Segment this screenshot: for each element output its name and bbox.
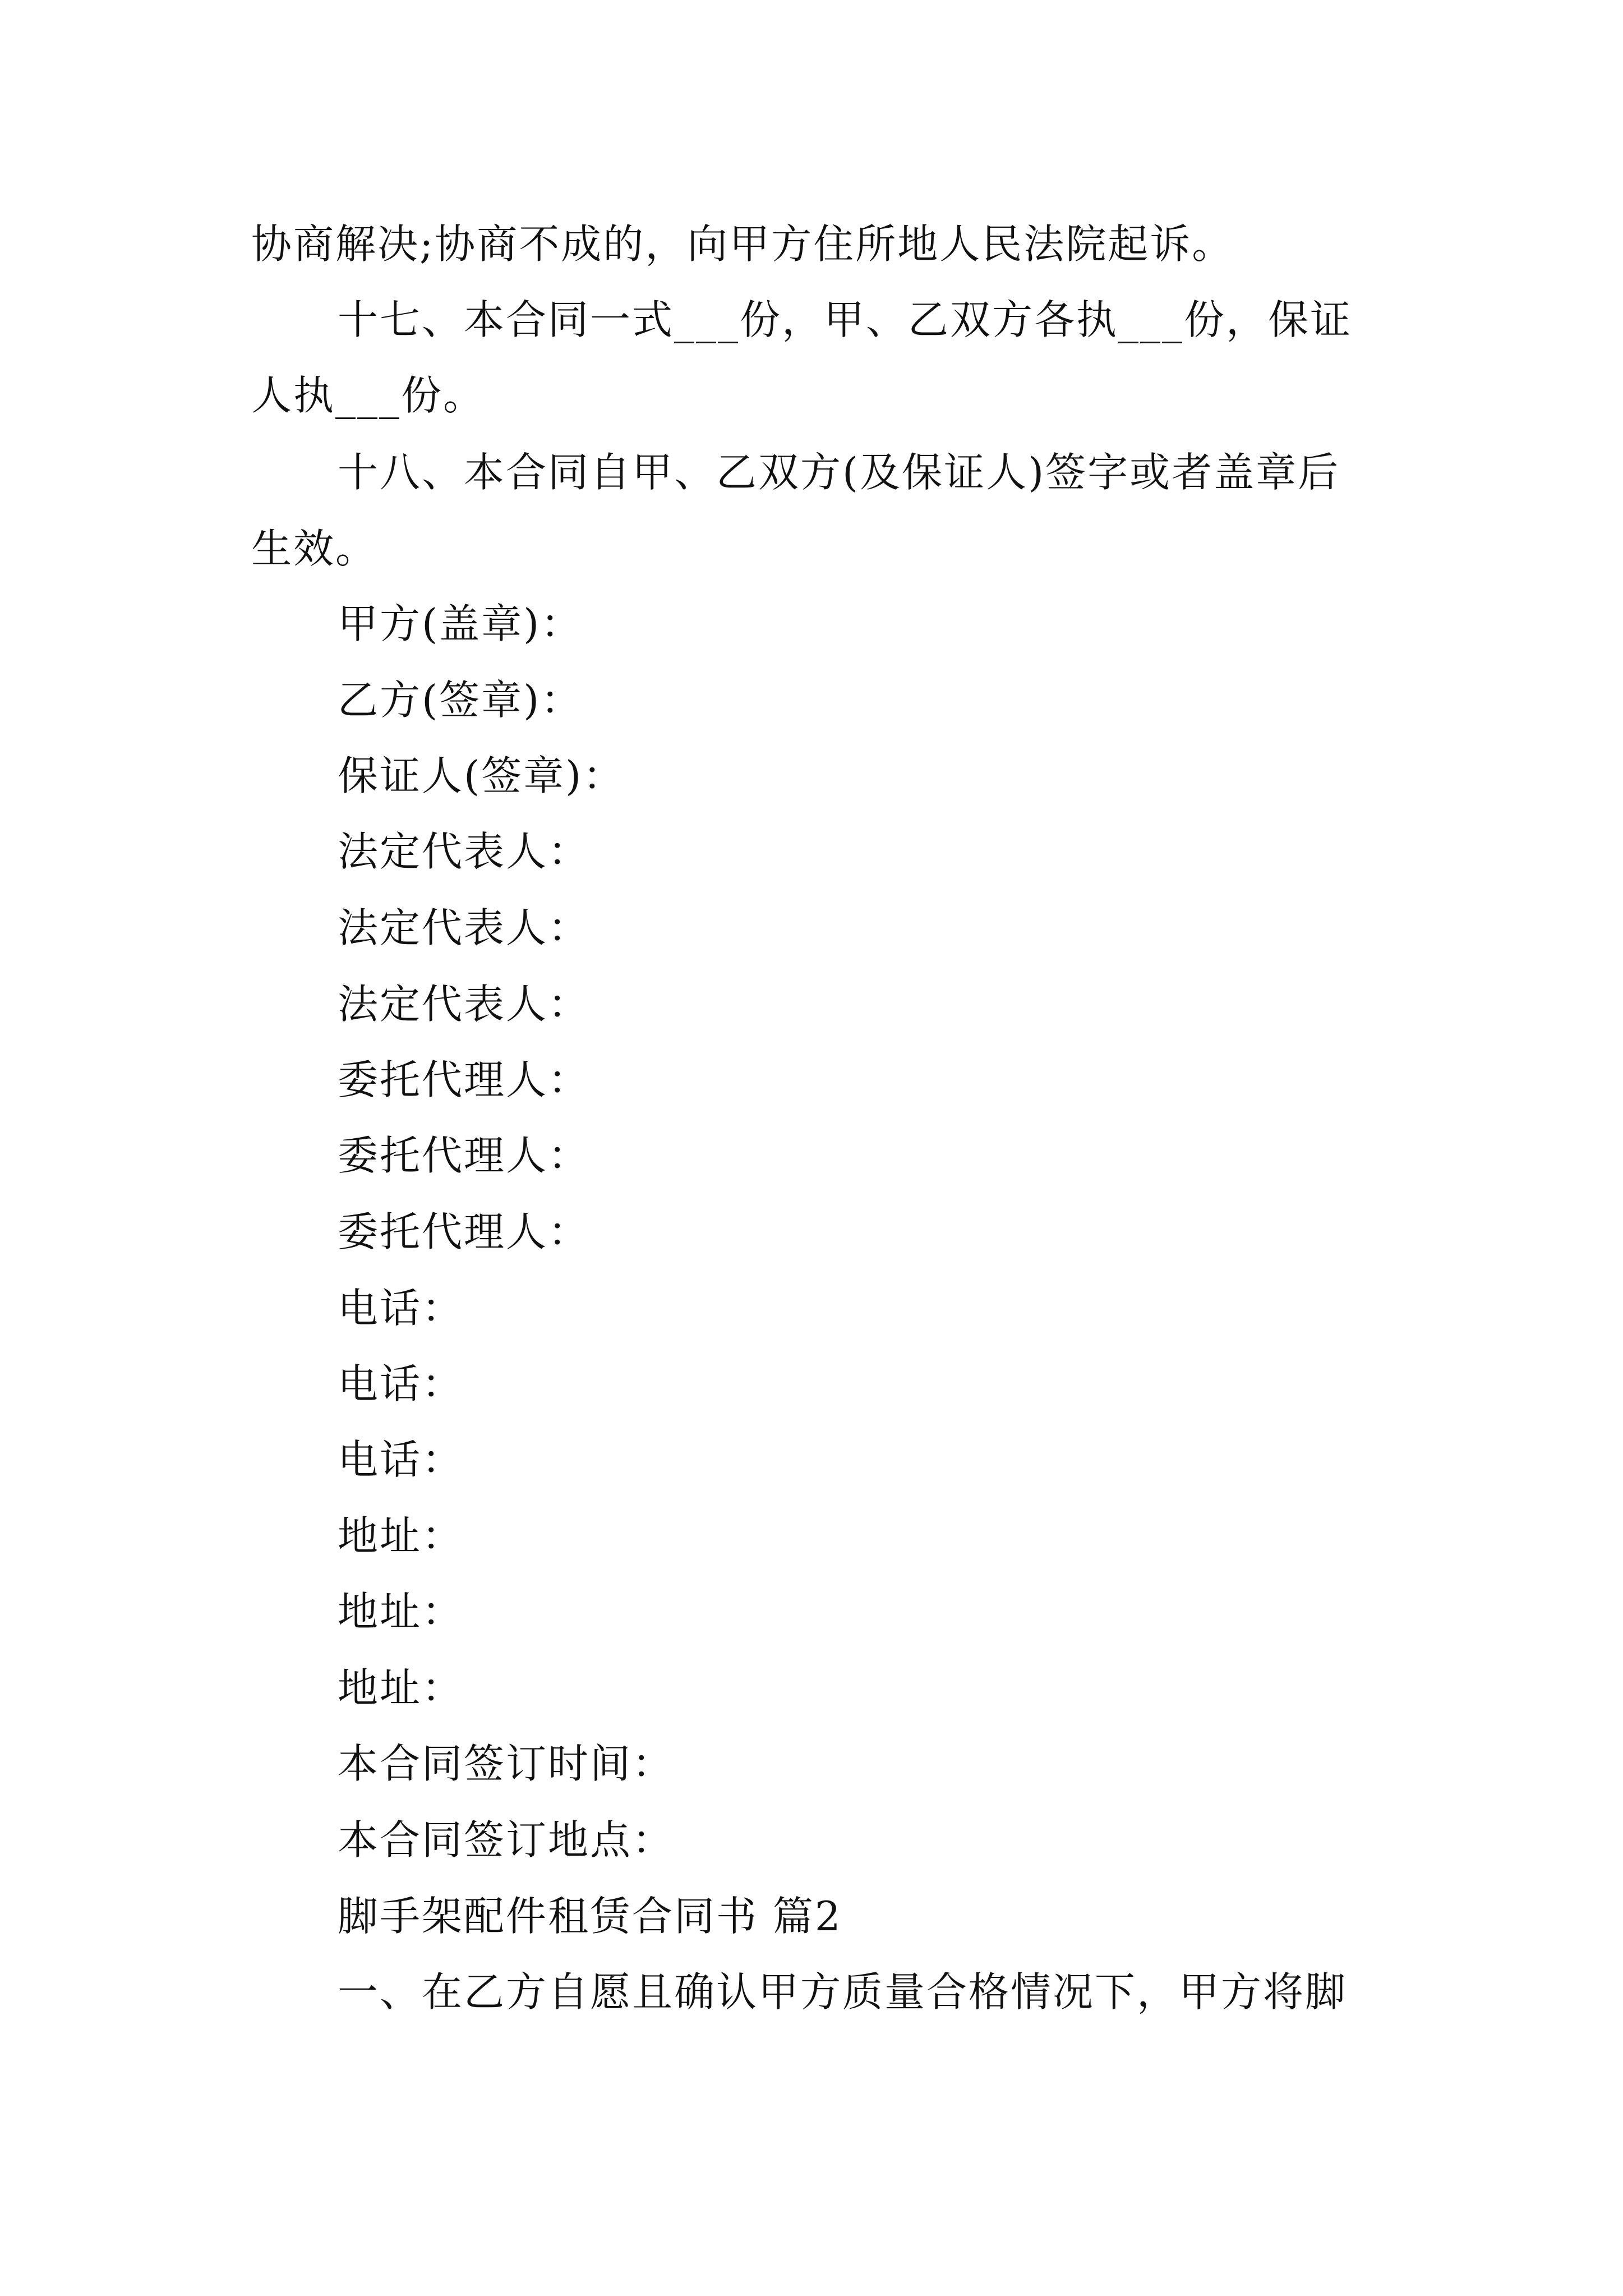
- signing-place-line: 本合同签订地点：: [338, 1816, 675, 1864]
- authorized-agent-line: 委托代理人：: [338, 1208, 591, 1255]
- signature-party-b: 乙方(签章)：: [338, 677, 583, 724]
- authorized-agent-line: 委托代理人：: [338, 1132, 591, 1179]
- legal-representative-line: 法定代表人：: [338, 828, 591, 875]
- phone-line: 电话：: [338, 1285, 464, 1332]
- text-line-article-1: 一、在乙方自愿且确认甲方质量合格情况下，甲方将脚: [338, 1968, 1348, 2016]
- text-line-clause-18-cont: 生效。: [251, 525, 378, 572]
- signature-party-a: 甲方(盖章)：: [338, 600, 583, 647]
- legal-representative-line: 法定代表人：: [338, 981, 591, 1028]
- signature-guarantor: 保证人(签章)：: [338, 752, 625, 799]
- address-line: 地址：: [338, 1588, 464, 1635]
- address-line: 地址：: [338, 1512, 464, 1559]
- phone-line: 电话：: [338, 1360, 464, 1407]
- text-line-clause-18: 十八、本合同自甲、乙双方(及保证人)签字或者盖章后: [338, 449, 1340, 496]
- phone-line: 电话：: [338, 1436, 464, 1483]
- section-heading: 脚手架配件租赁合同书 篇2: [338, 1893, 842, 1940]
- authorized-agent-line: 委托代理人：: [338, 1056, 591, 1103]
- legal-representative-line: 法定代表人：: [338, 904, 591, 951]
- signing-time-line: 本合同签订时间：: [338, 1740, 675, 1787]
- address-line: 地址：: [338, 1664, 464, 1711]
- text-line-clause-17-cont: 人执___份。: [251, 372, 486, 419]
- text-line-clause-17: 十七、本合同一式___份，甲、乙双方各执___份，保证: [338, 296, 1353, 343]
- text-line-dispute-resolution: 协商解决;协商不成的，向甲方住所地人民法院起诉。: [251, 220, 1234, 268]
